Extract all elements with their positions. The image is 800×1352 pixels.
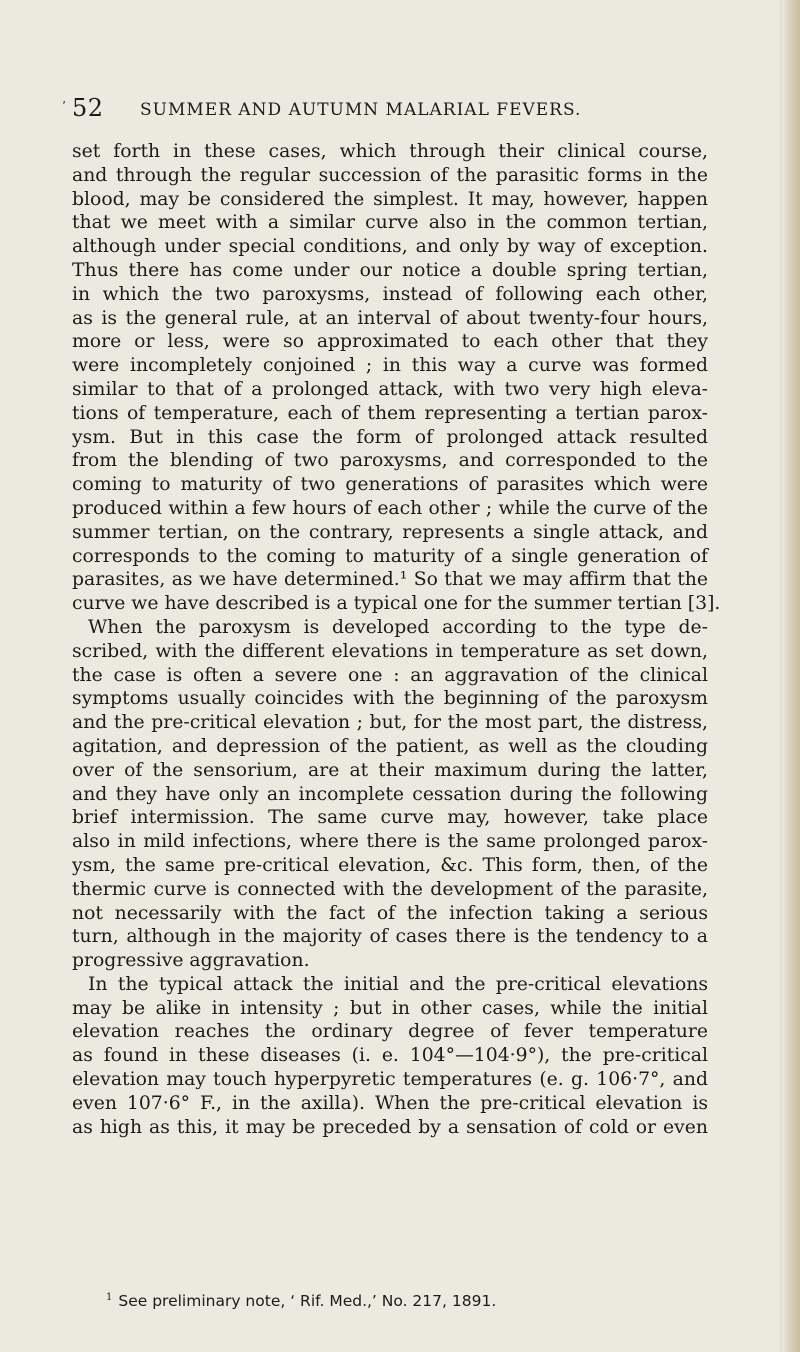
footnote — [106, 1288, 706, 1311]
corner-mark: ’ — [62, 100, 67, 115]
text-line: parasites, as we have determined.¹ So that we may affirm that the — [72, 569, 708, 591]
page-edge-shadow — [778, 0, 782, 1352]
text-line: were incompletely conjoined ; in this way a curve was formed — [72, 355, 708, 377]
text-line: brief intermission. The same curve may, however, take place — [72, 807, 708, 829]
text-line: corresponds to the coming to maturity of a single generation of — [72, 545, 708, 567]
text-line: agitation, and depression of the patient, as well as the clouding — [72, 735, 708, 757]
text-line: and through the regular succession of the parasitic forms in the — [72, 164, 708, 186]
text-line: progressive aggravation. — [72, 950, 310, 972]
text-line: thermic curve is connected with the development of the parasite, — [72, 878, 708, 900]
text-line: from the blending of two paroxysms, and corresponded to the — [72, 450, 708, 472]
text-line: blood, may be considered the simplest. It may, however, happen — [72, 188, 708, 210]
text-line: ysm. But in this case the form of prolonged attack resulted — [72, 426, 708, 448]
text-line: symptoms usually coincides with the beginning of the paroxysm — [72, 688, 708, 710]
text-line: even 107·6° F., in the axilla). When the pre-critical elevation is — [72, 1092, 708, 1114]
text-line: scribed, with the different elevations in temperature as set down, — [72, 640, 708, 662]
page-header — [72, 94, 708, 124]
text-line: summer tertian, on the contrary, represents a single attack, and — [72, 521, 708, 543]
footnote-marker: 1 — [106, 1292, 113, 1303]
body-text — [72, 140, 721, 1139]
text-line: elevation reaches the ordinary degree of fever temperature — [72, 1021, 708, 1043]
page-edge — [782, 0, 800, 1352]
text-line: coming to maturity of two generations of parasites which were — [72, 474, 708, 496]
text-line: as high as this, it may be preceded by a sensation of cold or even — [72, 1116, 708, 1138]
text-line: and they have only an incomplete cessation during the following — [72, 783, 708, 805]
text-line: as is the general rule, at an interval of about twenty-four hours, — [72, 307, 708, 329]
text-line: elevation may touch hyperpyretic temperatures (e. g. 106·7°, and — [72, 1069, 708, 1091]
text-line: Thus there has come under our notice a double spring tertian, — [72, 259, 708, 281]
text-line: tions of temperature, each of them representing a tertian parox- — [72, 402, 708, 424]
text-line: curve we have described is a typical one for the summer tertian [3]. — [72, 593, 721, 615]
text-line: in which the two paroxysms, instead of following each other, — [72, 283, 708, 305]
text-line: as found in these diseases (i. e. 104°—104·9°), the pre-critical — [72, 1045, 708, 1067]
text-line: over of the sensorium, are at their maximum during the latter, — [72, 759, 708, 781]
text-line: not necessarily with the fact of the infection taking a serious — [72, 902, 708, 924]
text-line: set forth in these cases, which through their clinical course, — [72, 141, 708, 162]
text-line: that we meet with a similar curve also in the common tertian, — [72, 212, 708, 234]
footnote-text: See preliminary note, ‘ Rif. Med.,’ No. 217, 1891. — [118, 1292, 497, 1311]
text-line: although under special conditions, and only by way of exception. — [72, 236, 708, 258]
text-line: When the paroxysm is developed according to the type de- — [88, 616, 708, 638]
text-line: more or less, were so approximated to each other that they — [72, 331, 708, 353]
page-number: 52 — [72, 94, 104, 122]
running-head: SUMMER AND AUTUMN MALARIAL FEVERS. — [140, 100, 582, 120]
text-line: similar to that of a prolonged attack, with two very high eleva- — [72, 378, 708, 400]
text-line: In the typical attack the initial and the pre-critical elevations — [88, 973, 708, 995]
text-line: also in mild infections, where there is the same prolonged parox- — [72, 831, 708, 853]
text-line: and the pre-critical elevation ; but, for the most part, the distress, — [72, 712, 708, 734]
text-line: turn, although in the majority of cases there is the tendency to a — [72, 926, 708, 948]
text-line: produced within a few hours of each other ; while the curve of the — [72, 497, 708, 519]
text-line: ysm, the same pre-critical elevation, &c. This form, then, of the — [72, 854, 708, 876]
text-line: the case is often a severe one : an aggravation of the clinical — [72, 664, 708, 686]
text-line: may be alike in intensity ; but in other cases, while the initial — [72, 997, 708, 1019]
